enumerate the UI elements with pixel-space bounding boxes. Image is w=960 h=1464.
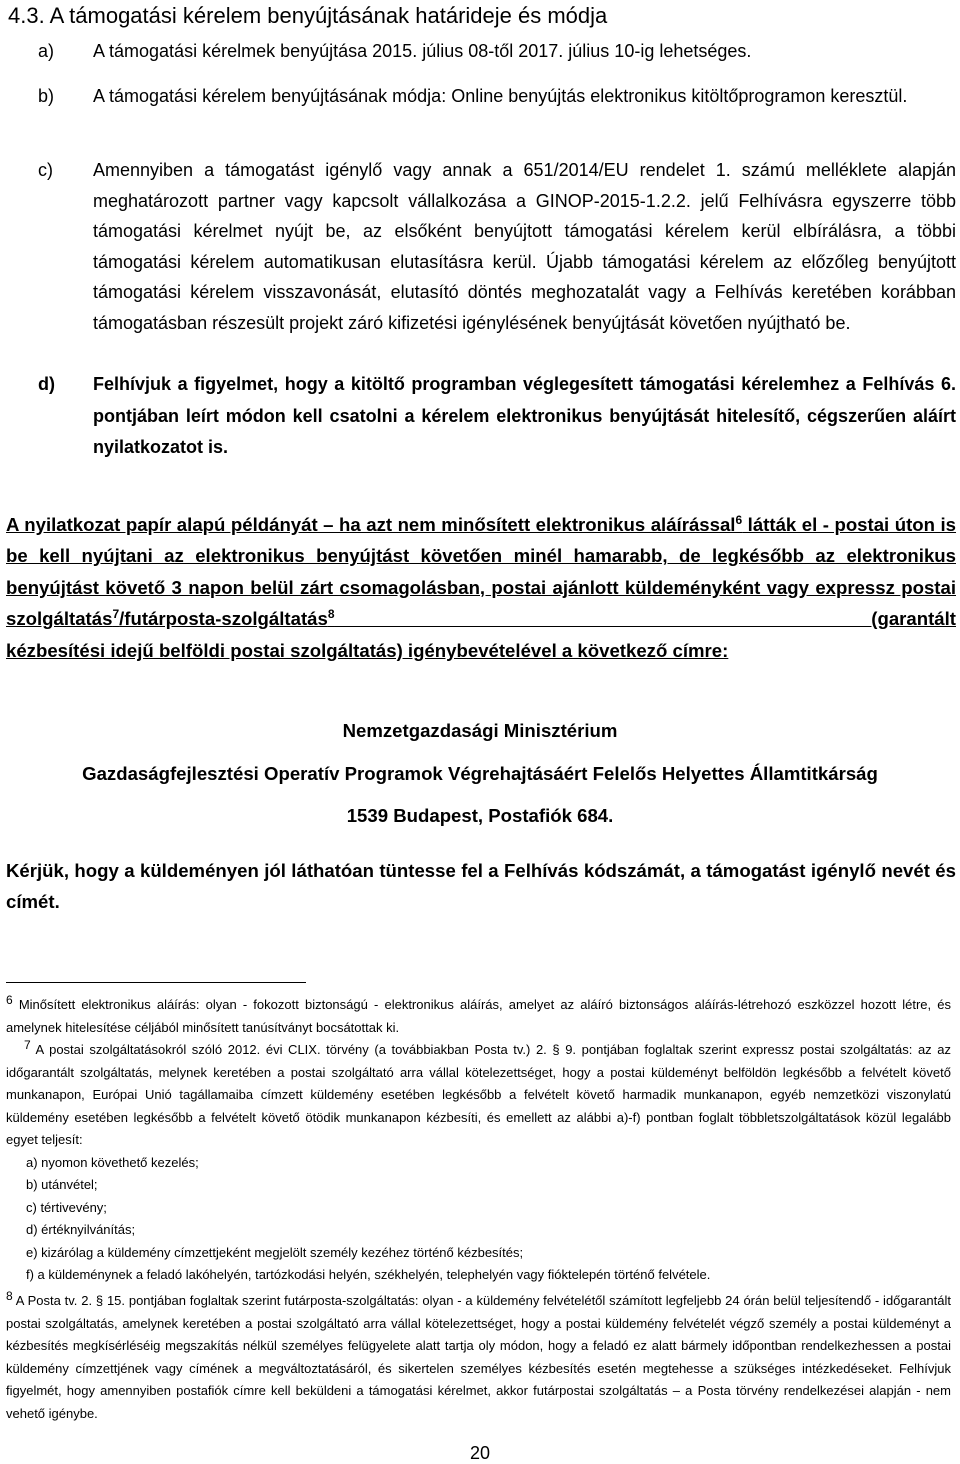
address-ministry: Nemzetgazdasági Minisztérium xyxy=(342,720,618,741)
notice-last-line: kézbesítési idejű belföldi postai szolgáltatás) igénybevételével a következő címre: xyxy=(6,639,729,661)
list-item-d xyxy=(38,369,956,464)
list-item: d) értéknyilvánítás; xyxy=(26,1222,136,1237)
footnote-text: A Posta tv. 2. § 15. pontjában foglaltak szerint futárposta-szolgáltatás: olyan - a küldemény felvételétől számított legfeljebb 24 órán belül teljesítendő - időgarantált postai szolgáltatás, amelynek keretében a postai szolgáltató arra vállal kötelezettséget, hogy a postai küldemény felvételét végző személy a postai küldeményt a kézbesítés megkísérléséig megszakítás nélkül személyes felügyelete alatt tartja oly módon, hogy a feladó ez alatt bármely időpontban rendelkezhessen a postai küldemény címzettjének vagy címének a megváltoztatásáról, és sikertelen személyes kézbesítés esetén megtehesse a szükséges intézkedéseket. Felhívjuk figyelmét, hogy amennyiben postafiók címre kell beküldeni a támogatási kérelmet, akkor futárpostai szolgáltatás – a Posta törvény rendelkezései alapján - nem vehető igénybe. xyxy=(6,1293,951,1421)
footnote-number: 6 xyxy=(6,993,13,1007)
list-item: c) tértivevény; xyxy=(26,1199,107,1215)
list-item: b) utánvétel; xyxy=(26,1177,98,1192)
notice-text: látták el - postai úton is be kell nyújtani az elektronikus benyújtást követően minél hamarabb, de legkésőbb az elektronikus benyújtást követő 3 napon belül zárt csomagolásban, postai ajánlott küldeményként vagy expressz postai szolgáltatás xyxy=(6,514,957,630)
list-item-c xyxy=(38,155,956,338)
list-item-b xyxy=(38,81,956,112)
footnote-text: Minősített elektronikus aláírás: olyan - fokozott biztonságú - elektronikus aláírás, amelyet az aláíró biztonságos aláírás-létrehozó eszközzel hozott létre, és amelynek hitelesítése céljából minősített tanúsítványt bocsátottak ki. xyxy=(6,997,951,1035)
footnote-text: A postai szolgáltatásokról szóló 2012. évi CLIX. törvény (a továbbiakban Posta tv.) 2. § 9. pontjában foglaltak szerint expressz postai szolgáltatás: az az időgarantált szolgáltatás, melynek keretében a postai szolgáltató arra vállal kötelezettséget, hogy a postai küldeményt belföldön legkésőbb a felvételt követő munkanapon, Európai Unió tagállamaiba címzett küldemény esetében legkésőbb a felvételt követő harmadik munkanapon, egyéb nemzetközi viszonylatú küldemény esetében legkésőbb a felvételt követő ötödik munkanapon kézbesíti, és emellett az alábbi a)-f) pontban foglalt többletszolgáltatások közül legalább egyet teljesít: xyxy=(6,1042,951,1147)
item-label: b) xyxy=(38,86,55,106)
footnote-separator xyxy=(6,982,306,983)
list-item: f) a küldeménynek a feladó lakóhelyén, tartózkodási helyén, székhelyén, telephelyén vagy fióktelepén történő felvétele. xyxy=(26,1267,711,1282)
footnote-ref-7: 7 xyxy=(112,607,120,622)
request-text: Kérjük, hogy a küldeményen jól láthatóan tüntesse fel a Felhívás kódszámát, a támogatást igénylő nevét és címét. xyxy=(6,860,956,912)
footnote-number: 8 xyxy=(6,1289,13,1303)
item-text: Amennyiben a támogatást igénylő vagy annak a 651/2014/EU rendelet 1. számú melléklete alapján meghatározott partner vagy kapcsolt vállalkozása a GINOP-2015-1.2.2. jelű Felhívásra egyszerre több támogatási kérelmet nyújt be, az elsőként benyújtott támogatási kérelem kerül elbírálásra, a többi támogatási kérelem automatikusan elutasításra kerül. Újabb támogatási kérelem az előzőleg benyújtott támogatási kérelem visszavonását, elutasító döntés meghozatalát vagy a Felhívás keretében korábban támogatásban részesült projekt záró kifizetési igénylésének benyújtását követően nyújtható be. xyxy=(93,160,956,333)
item-label: d) xyxy=(38,374,55,394)
notice-text: A nyilatkozat papír alapú példányát – ha azt nem minősített elektronikus aláírással xyxy=(6,514,736,535)
notice-text: (garantált xyxy=(334,608,956,630)
footnote-7-list xyxy=(6,1152,951,1287)
notice-text: /futárposta-szolgáltatás xyxy=(119,608,328,630)
footnote-ref-6: 6 xyxy=(735,512,743,527)
item-label: a) xyxy=(38,41,55,61)
section-heading: 4.3. A támogatási kérelem benyújtásának határideje és módja xyxy=(8,3,608,28)
footnote-6 xyxy=(6,994,951,1039)
list-item-a xyxy=(38,36,956,67)
footnote-number: 7 xyxy=(24,1038,31,1052)
list-item: a) nyomon követhető kezelés; xyxy=(26,1154,199,1170)
submission-notice xyxy=(6,509,956,666)
address-department: Gazdaságfejlesztési Operatív Programok Végrehajtásáért Felelős Helyettes Államtitkárság xyxy=(82,763,878,784)
item-label: c) xyxy=(38,160,53,180)
address-postal: 1539 Budapest, Postafiók 684. xyxy=(346,805,614,826)
footnote-7 xyxy=(6,1039,951,1287)
item-text: A támogatási kérelmek benyújtása 2015. július 08-től 2017. július 10-ig lehetséges. xyxy=(93,41,752,61)
list-item: e) kizárólag a küldemény címzettjeként megjelölt személy kezéhez történő kézbesítés; xyxy=(26,1244,524,1260)
footnote-8 xyxy=(6,1290,951,1425)
footnote-ref-8: 8 xyxy=(327,607,335,622)
item-text: A támogatási kérelem benyújtásának módja: Online benyújtás elektronikus kitöltőprogramon keresztül. xyxy=(93,86,908,106)
item-text: Felhívjuk a figyelmet, hogy a kitöltő programban véglegesített támogatási kérelemhez a Felhívás 6. pontjában leírt módon kell csatolni a kérelem elektronikus benyújtását hitelesítő, cégszerűen aláírt nyilatkozatot is. xyxy=(93,374,956,457)
page-number: 20 xyxy=(469,1443,491,1463)
